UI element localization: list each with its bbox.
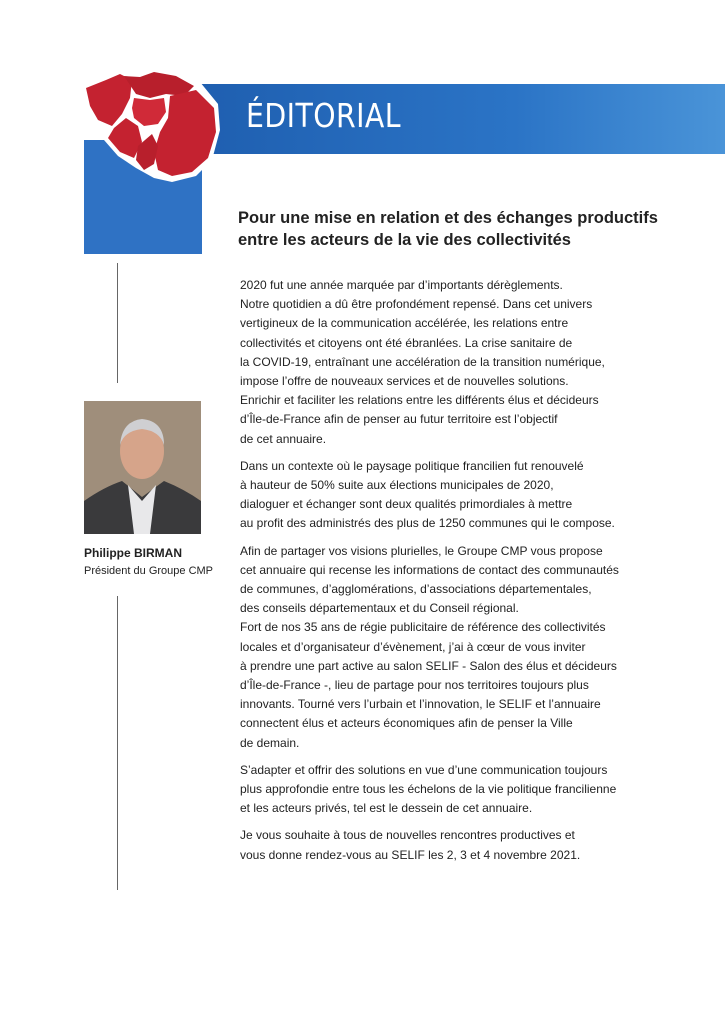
- text-line: collectivités et citoyens ont été ébranlées. La crise sanitaire de: [240, 335, 573, 350]
- headline-line: Pour une mise en relation et des échanges productifs: [238, 209, 658, 227]
- vertical-divider-bottom: [117, 596, 118, 890]
- text-line: d’Île-de-France -, lieu de partage pour nos territoires toujours plus: [240, 678, 589, 693]
- text-line: d’Île-de-France afin de penser au futur territoire est l’objectif: [240, 412, 558, 427]
- text-line: des conseils départementaux et du Conseil régional.: [240, 601, 519, 616]
- text-line: la COVID-19, entraînant une accélération de la transition numérique,: [240, 354, 605, 369]
- text-line: Notre quotidien a dû être profondément repensé. Dans cet univers: [240, 297, 593, 312]
- text-line: impose l’offre de nouveaux services et de nouvelles solutions.: [240, 374, 569, 389]
- page-title: ÉDITORIAL: [246, 96, 402, 135]
- text-line: Je vous souhaite à tous de nouvelles rencontres productives et: [240, 828, 575, 843]
- article-headline: [238, 207, 678, 251]
- article-body: [240, 276, 680, 873]
- text-line: dialoguer et échanger sont deux qualités primordiales à mettre: [240, 497, 573, 512]
- ile-de-france-map-logo: [74, 64, 224, 186]
- text-line: Fort de nos 35 ans de régie publicitaire de référence des collectivités: [240, 620, 606, 635]
- text-line: de cet annuaire.: [240, 431, 327, 446]
- article-paragraph: [240, 457, 680, 534]
- author-role: Président du Groupe CMP: [84, 565, 214, 577]
- text-line: vertigineux de la communication accélérée, les relations entre: [240, 316, 569, 331]
- text-line: Dans un contexte où le paysage politique francilien fut renouvelé: [240, 458, 584, 473]
- text-line: Enrichir et faciliter les relations entre les différents élus et décideurs: [240, 393, 599, 408]
- text-line: à prendre une part active au salon SELIF - Salon des élus et décideurs: [240, 658, 617, 673]
- text-line: Afin de partager vos visions plurielles, le Groupe CMP vous propose: [240, 543, 603, 558]
- text-line: connectent élus et acteurs économiques afin de penser la Ville: [240, 716, 573, 731]
- text-line: à hauteur de 50% suite aux élections municipales de 2020,: [240, 478, 554, 493]
- text-line: de communes, d’agglomérations, d’associations départementales,: [240, 582, 592, 597]
- text-line: innovants. Tourné vers l’urbain et l’innovation, le SELIF et l’annuaire: [240, 697, 601, 712]
- text-line: de demain.: [240, 735, 300, 750]
- text-line: au profit des administrés des plus de 1250 communes qui le compose.: [240, 516, 615, 531]
- text-line: S’adapter et offrir des solutions en vue d’une communication toujours: [240, 762, 608, 777]
- headline-line: entre les acteurs de la vie des collectivités: [238, 231, 571, 249]
- text-line: et les acteurs privés, tel est le dessein de cet annuaire.: [240, 801, 533, 816]
- author-portrait: [84, 401, 201, 534]
- text-line: vous donne rendez-vous au SELIF les 2, 3 et 4 novembre 2021.: [240, 847, 581, 862]
- author-name: Philippe BIRMAN: [84, 546, 182, 560]
- article-paragraph: [240, 276, 680, 449]
- vertical-divider-top: [117, 263, 118, 383]
- article-paragraph: [240, 826, 680, 864]
- article-paragraph: [240, 542, 680, 753]
- text-line: locales et d’organisateur d’évènement, j’ai à cœur de vous inviter: [240, 639, 586, 654]
- text-line: plus approfondie entre tous les échelons de la vie politique francilienne: [240, 782, 617, 797]
- text-line: 2020 fut une année marquée par d’importants dérèglements.: [240, 278, 563, 292]
- article-paragraph: [240, 761, 680, 819]
- text-line: cet annuaire qui recense les informations de contact des communautés: [240, 562, 619, 577]
